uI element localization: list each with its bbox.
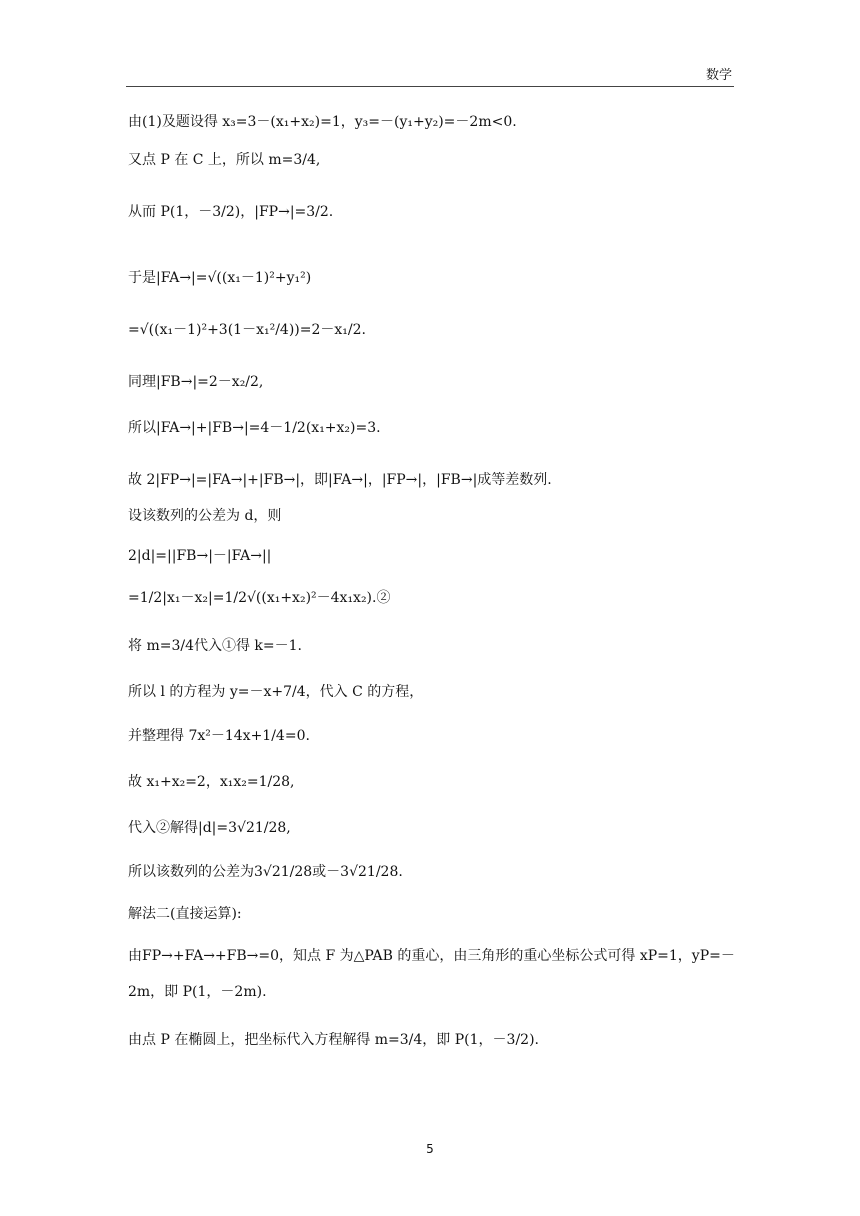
text-line: 又点 P 在 C 上，所以 m=3/4, <box>128 152 321 168</box>
text-line: 2m，即 P(1，－2m). <box>128 984 267 1000</box>
text-line: 故 x₁+x₂=2，x₁x₂=1/28, <box>128 774 295 790</box>
text-line: 由点 P 在椭圆上，把坐标代入方程解得 m=3/4，即 P(1，－3/2). <box>128 1032 539 1048</box>
text-line: 由FP→+FA→+FB→=0，知点 F 为△PAB 的重心，由三角形的重心坐标公式可得 xP=1，yP=－ <box>128 948 735 964</box>
text-line: 解法二(直接运算): <box>128 906 242 922</box>
text-line: 所以|FA→|+|FB→|=4－1/2(x₁+x₂)=3. <box>128 420 381 436</box>
text-line: 设该数列的公差为 d，则 <box>128 508 282 524</box>
page-number: 5 <box>426 1142 434 1156</box>
text-line: 代入②解得|d|=3√21/28, <box>128 820 291 836</box>
text-line: 于是|FA→|=√((x₁－1)²+y₁²) <box>128 270 312 286</box>
text-line: =√((x₁－1)²+3(1－x₁²/4))=2－x₁/2. <box>128 322 366 338</box>
text-line: 2|d|=||FB→|－|FA→|| <box>128 548 272 564</box>
text-line: 同理|FB→|=2－x₂/2, <box>128 374 264 390</box>
text-line: 所以该数列的公差为3√21/28或－3√21/28. <box>128 864 403 880</box>
text-line: =1/2|x₁－x₂|=1/2√((x₁+x₂)²－4x₁x₂).② <box>128 590 391 606</box>
header-subject: 数学 <box>705 68 732 83</box>
text-line: 所以 l 的方程为 y=－x+7/4，代入 C 的方程， <box>128 684 424 700</box>
text-line: 故 2|FP→|=|FA→|+|FB→|，即|FA→|，|FP→|，|FB→|成等差数列. <box>128 472 552 488</box>
text-line: 从而 P(1，－3/2)，|FP→|=3/2. <box>128 204 334 220</box>
text-line: 将 m=3/4代入①得 k=－1. <box>128 638 303 654</box>
text-line: 并整理得 7x²－14x+1/4=0. <box>128 728 310 744</box>
text-line: 由(1)及题设得 x₃=3－(x₁+x₂)=1，y₃=－(y₁+y₂)=－2m<0. <box>128 114 517 130</box>
header-rule <box>126 86 734 87</box>
